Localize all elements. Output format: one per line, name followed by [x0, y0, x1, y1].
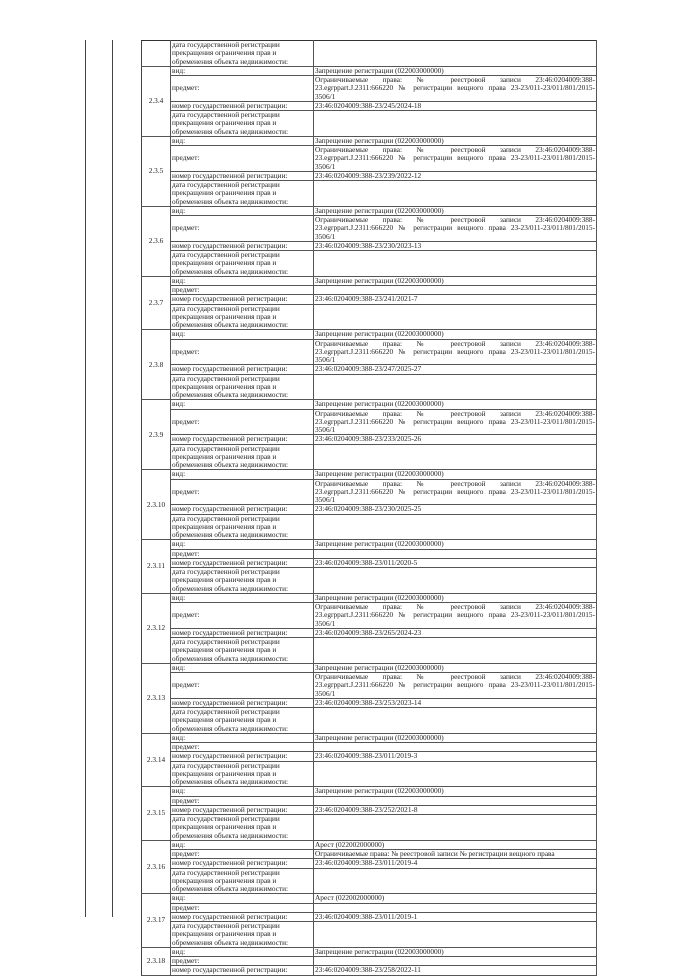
field-label-predmet: предмет:	[171, 216, 314, 242]
field-value-data	[314, 374, 597, 400]
field-row-predmet	[142, 549, 597, 558]
field-label-data: дата государственной регистрации прекращения ограничения прав и обременения объекта недвижимости:	[171, 638, 314, 664]
field-label-predmet: предмет:	[171, 286, 314, 295]
field-label-vid: вид:	[171, 330, 314, 339]
field-label-predmet: предмет:	[171, 957, 314, 966]
field-label-predmet: предмет:	[171, 743, 314, 752]
field-value-vid: Арест (022002000000)	[314, 840, 597, 849]
field-row-predmet	[142, 796, 597, 805]
field-row-nomer	[142, 859, 597, 868]
field-label-predmet: предмет:	[171, 76, 314, 102]
field-value-vid: Запрещение регистрации (022003000000)	[314, 593, 597, 602]
field-value-predmet: Ограничиваемые права: № реестровой записи 23:46:0204009:388-23.egrppart.J.2311:666220 № регистрации вещного права 23-23/011-23/011/801/2015-3506/1	[315, 602, 595, 628]
field-label-vid: вид:	[171, 840, 314, 849]
field-label-nomer: номер государственной регистрации:	[171, 241, 314, 250]
field-label-predmet: предмет:	[171, 796, 314, 805]
field-label-data: дата государственной регистрации прекращения ограничения прав и обременения объекта недвижимости:	[171, 444, 314, 470]
field-row-vid	[142, 787, 597, 796]
field-value-nomer: 23:46:0204009:388-23/265/2024-23	[314, 628, 597, 637]
field-row-nomer	[142, 966, 597, 975]
field-row-predmet	[142, 603, 597, 629]
field-label-predmet: предмет:	[171, 409, 314, 435]
field-label-nomer: номер государственной регистрации:	[171, 752, 314, 761]
field-row-nomer	[142, 241, 597, 250]
field-value-predmet: Ограничиваемые права: № реестровой записи № регистрации вещного права	[314, 850, 597, 859]
field-label-predmet: предмет:	[171, 339, 314, 365]
field-value-nomer: 23:46:0204009:388-23/011/2019-1	[314, 912, 597, 921]
field-row-nomer	[142, 171, 597, 180]
field-value-data	[314, 111, 597, 137]
field-value-nomer: 23:46:0204009:388-23/011/2019-4	[314, 859, 597, 868]
field-row-data	[142, 868, 597, 894]
field-value-vid: Запрещение регистрации (022003000000)	[314, 400, 597, 409]
entry-number: 2.3.10	[142, 470, 171, 540]
field-row-data	[142, 374, 597, 400]
field-label-vid: вид:	[171, 733, 314, 742]
entry-number: 2.3.17	[142, 894, 171, 948]
field-label-vid: вид:	[171, 947, 314, 956]
field-value-nomer: 23:46:0204009:388-23/230/2023-13	[314, 241, 597, 250]
field-row-vid	[142, 540, 597, 549]
field-row-vid	[142, 470, 597, 479]
field-row-vid	[142, 276, 597, 285]
field-value-vid: Запрещение регистрации (022003000000)	[314, 733, 597, 742]
field-value-nomer: 23:46:0204009:388-23/258/2022-11	[314, 966, 597, 975]
field-label-nomer: номер государственной регистрации:	[171, 558, 314, 567]
field-row-vid	[142, 733, 597, 742]
field-label-vid: вид:	[171, 894, 314, 903]
field-label-nomer: номер государственной регистрации:	[171, 912, 314, 921]
field-label-data: дата государственной регистрации прекращения ограничения прав и обременения объекта недвижимости:	[171, 304, 314, 330]
field-value-nomer: 23:46:0204009:388-23/245/2024-18	[314, 101, 597, 110]
entry-number: 2.3.12	[142, 593, 171, 663]
field-row-predmet	[142, 409, 597, 435]
field-value-data	[314, 41, 597, 67]
field-label-data: дата государственной регистрации прекращения ограничения прав и обременения объекта недвижимости:	[171, 815, 314, 841]
field-row-data	[142, 444, 597, 470]
field-row-nomer	[142, 365, 597, 374]
field-label-predmet: предмет:	[171, 603, 314, 629]
field-label-data: дата государственной регистрации прекращения ограничения прав и обременения объекта недвижимости:	[171, 868, 314, 894]
field-label-vid: вид:	[171, 400, 314, 409]
entry-number: 2.3.11	[142, 540, 171, 594]
field-row-data	[142, 181, 597, 207]
field-row-data	[142, 41, 597, 67]
field-label-predmet: предмет:	[171, 479, 314, 505]
field-value-predmet	[314, 796, 597, 805]
field-label-nomer: номер государственной регистрации:	[171, 295, 314, 304]
entry-number: 2.3.14	[142, 733, 171, 787]
field-value-predmet: Ограничиваемые права: № реестровой записи 23:46:0204009:388-23.egrppart.J.2311:666220 № регистрации вещного права 23-23/011-23/011/801/2015-3506/1	[315, 672, 595, 698]
field-row-nomer	[142, 101, 597, 110]
field-value-vid: Запрещение регистрации (022003000000)	[314, 206, 597, 215]
entry-number: 2.3.6	[142, 206, 171, 276]
field-row-predmet	[142, 479, 597, 505]
field-value-nomer: 23:46:0204009:388-23/247/2025-27	[314, 365, 597, 374]
field-row-nomer	[142, 752, 597, 761]
field-label-predmet: предмет:	[171, 549, 314, 558]
field-label-predmet: предмет:	[171, 903, 314, 912]
field-label-nomer: номер государственной регистрации:	[171, 435, 314, 444]
entry-number: 2.3.9	[142, 400, 171, 470]
field-row-predmet	[142, 903, 597, 912]
field-row-predmet	[142, 216, 597, 242]
field-label-vid: вид:	[171, 206, 314, 215]
entry-number: 2.3.15	[142, 787, 171, 841]
field-value-vid: Запрещение регистрации (022003000000)	[314, 276, 597, 285]
field-label-data: дата государственной регистрации прекращения ограничения прав и обременения объекта недвижимости:	[171, 181, 314, 207]
field-value-vid: Запрещение регистрации (022003000000)	[314, 787, 597, 796]
field-row-nomer	[142, 628, 597, 637]
entry-number	[142, 41, 171, 67]
field-label-data: дата государственной регистрации прекращения ограничения прав и обременения объекта недвижимости:	[171, 568, 314, 594]
field-label-nomer: номер государственной регистрации:	[171, 365, 314, 374]
field-row-nomer	[142, 558, 597, 567]
field-row-data	[142, 111, 597, 137]
field-value-nomer: 23:46:0204009:388-23/241/2021-7	[314, 295, 597, 304]
field-label-vid: вид:	[171, 66, 314, 75]
field-value-predmet: Ограничиваемые права: № реестровой записи 23:46:0204009:388-23.egrppart.J.2311:666220 № регистрации вещного права 23-23/011-23/011/801/2015-3506/1	[315, 338, 595, 364]
field-row-nomer	[142, 912, 597, 921]
field-row-nomer	[142, 698, 597, 707]
field-label-nomer: номер государственной регистрации:	[171, 628, 314, 637]
field-value-predmet	[314, 549, 597, 558]
field-value-nomer: 23:46:0204009:388-23/011/2020-5	[314, 558, 597, 567]
field-value-vid: Арест (022002000000)	[314, 894, 597, 903]
field-value-vid: Запрещение регистрации (022003000000)	[314, 66, 597, 75]
field-value-data	[314, 638, 597, 664]
field-label-vid: вид:	[171, 470, 314, 479]
field-value-nomer: 23:46:0204009:388-23/233/2025-26	[314, 435, 597, 444]
field-value-predmet: Ограничиваемые права: № реестровой записи 23:46:0204009:388-23.egrppart.J.2311:666220 № регистрации вещного права 23-23/011-23/011/801/2015-3506/1	[315, 145, 595, 171]
field-row-nomer	[142, 295, 597, 304]
field-row-predmet	[142, 957, 597, 966]
field-label-nomer: номер государственной регистрации:	[171, 966, 314, 975]
field-label-nomer: номер государственной регистрации:	[171, 698, 314, 707]
field-row-data	[142, 922, 597, 948]
field-value-nomer: 23:46:0204009:388-23/011/2019-3	[314, 752, 597, 761]
table-outer-column-left	[85, 40, 86, 917]
field-value-predmet: Ограничиваемые права: № реестровой записи 23:46:0204009:388-23.egrppart.J.2311:666220 № регистрации вещного права 23-23/011-23/011/801/2015-3506/1	[315, 215, 595, 241]
field-value-data	[314, 444, 597, 470]
field-value-predmet	[314, 903, 597, 912]
field-value-predmet: Ограничиваемые права: № реестровой записи 23:46:0204009:388-23.egrppart.J.2311:666220 № регистрации вещного права 23-23/011-23/011/801/2015-3506/1	[315, 478, 595, 504]
field-value-nomer: 23:46:0204009:388-23/252/2021-8	[314, 805, 597, 814]
field-value-data	[314, 251, 597, 277]
entry-number: 2.3.5	[142, 136, 171, 206]
field-row-nomer	[142, 505, 597, 514]
field-label-data: дата государственной регистрации прекращения ограничения прав и обременения объекта недвижимости:	[171, 514, 314, 540]
field-value-vid: Запрещение регистрации (022003000000)	[314, 663, 597, 672]
field-label-data: дата государственной регистрации прекращения ограничения прав и обременения объекта недвижимости:	[171, 41, 314, 67]
entry-number: 2.3.16	[142, 840, 171, 894]
field-value-vid: Запрещение регистрации (022003000000)	[314, 947, 597, 956]
field-label-vid: вид:	[171, 540, 314, 549]
field-label-vid: вид:	[171, 663, 314, 672]
table-outer-column-2	[112, 40, 113, 917]
field-row-data	[142, 638, 597, 664]
field-row-vid	[142, 400, 597, 409]
field-label-nomer: номер государственной регистрации:	[171, 859, 314, 868]
field-label-vid: вид:	[171, 276, 314, 285]
field-value-data	[314, 708, 597, 734]
field-row-data	[142, 761, 597, 787]
entry-number: 2.3.4	[142, 66, 171, 136]
field-row-vid	[142, 947, 597, 956]
field-label-vid: вид:	[171, 787, 314, 796]
entry-number: 2.3.8	[142, 330, 171, 400]
field-row-predmet	[142, 339, 597, 365]
entry-number: 2.3.18	[142, 947, 171, 975]
field-label-vid: вид:	[171, 136, 314, 145]
field-value-predmet: Ограничиваемые права: № реестровой записи 23:46:0204009:388-23.egrppart.J.2311:666220 № регистрации вещного права 23-23/011-23/011/801/2015-3506/1	[315, 408, 595, 434]
field-label-data: дата государственной регистрации прекращения ограничения прав и обременения объекта недвижимости:	[171, 708, 314, 734]
field-row-data	[142, 251, 597, 277]
field-value-vid: Запрещение регистрации (022003000000)	[314, 470, 597, 479]
field-value-predmet: Ограничиваемые права: № реестровой записи 23:46:0204009:388-23.egrppart.J.2311:666220 № регистрации вещного права 23-23/011-23/011/801/2015-3506/1	[315, 75, 595, 101]
field-value-nomer: 23:46:0204009:388-23/253/2023-14	[314, 698, 597, 707]
field-row-vid	[142, 330, 597, 339]
field-value-predmet	[314, 957, 597, 966]
field-label-data: дата государственной регистрации прекращения ограничения прав и обременения объекта недвижимости:	[171, 374, 314, 400]
field-label-predmet: предмет:	[171, 850, 314, 859]
field-row-data	[142, 815, 597, 841]
field-label-nomer: номер государственной регистрации:	[171, 101, 314, 110]
field-label-nomer: номер государственной регистрации:	[171, 505, 314, 514]
field-label-data: дата государственной регистрации прекращения ограничения прав и обременения объекта недвижимости:	[171, 251, 314, 277]
field-label-data: дата государственной регистрации прекращения ограничения прав и обременения объекта недвижимости:	[171, 922, 314, 948]
field-value-nomer: 23:46:0204009:388-23/230/2025-25	[314, 505, 597, 514]
field-row-nomer	[142, 805, 597, 814]
field-value-data	[314, 514, 597, 540]
field-row-vid	[142, 894, 597, 903]
field-value-vid: Запрещение регистрации (022003000000)	[314, 540, 597, 549]
field-label-data: дата государственной регистрации прекращения ограничения прав и обременения объекта недвижимости:	[171, 111, 314, 137]
field-label-nomer: номер государственной регистрации:	[171, 171, 314, 180]
field-value-data	[314, 304, 597, 330]
field-row-data	[142, 304, 597, 330]
field-value-data	[314, 181, 597, 207]
field-label-data: дата государственной регистрации прекращения ограничения прав и обременения объекта недвижимости:	[171, 761, 314, 787]
field-value-vid: Запрещение регистрации (022003000000)	[314, 136, 597, 145]
field-row-data	[142, 708, 597, 734]
field-value-data	[314, 568, 597, 594]
field-label-predmet: предмет:	[171, 146, 314, 172]
entry-number: 2.3.7	[142, 276, 171, 330]
field-label-predmet: предмет:	[171, 673, 314, 699]
field-value-nomer: 23:46:0204009:388-23/239/2022-12	[314, 171, 597, 180]
field-row-data	[142, 514, 597, 540]
field-value-data	[314, 761, 597, 787]
field-row-predmet	[142, 673, 597, 699]
field-label-vid: вид:	[171, 593, 314, 602]
field-row-nomer	[142, 435, 597, 444]
field-label-nomer: номер государственной регистрации:	[171, 805, 314, 814]
field-value-data	[314, 868, 597, 894]
encumbrances-table	[141, 40, 597, 976]
field-value-vid: Запрещение регистрации (022003000000)	[314, 330, 597, 339]
field-value-data	[314, 922, 597, 948]
field-row-predmet	[142, 76, 597, 102]
field-row-data	[142, 568, 597, 594]
field-value-data	[314, 815, 597, 841]
entry-number: 2.3.13	[142, 663, 171, 733]
field-row-predmet	[142, 146, 597, 172]
